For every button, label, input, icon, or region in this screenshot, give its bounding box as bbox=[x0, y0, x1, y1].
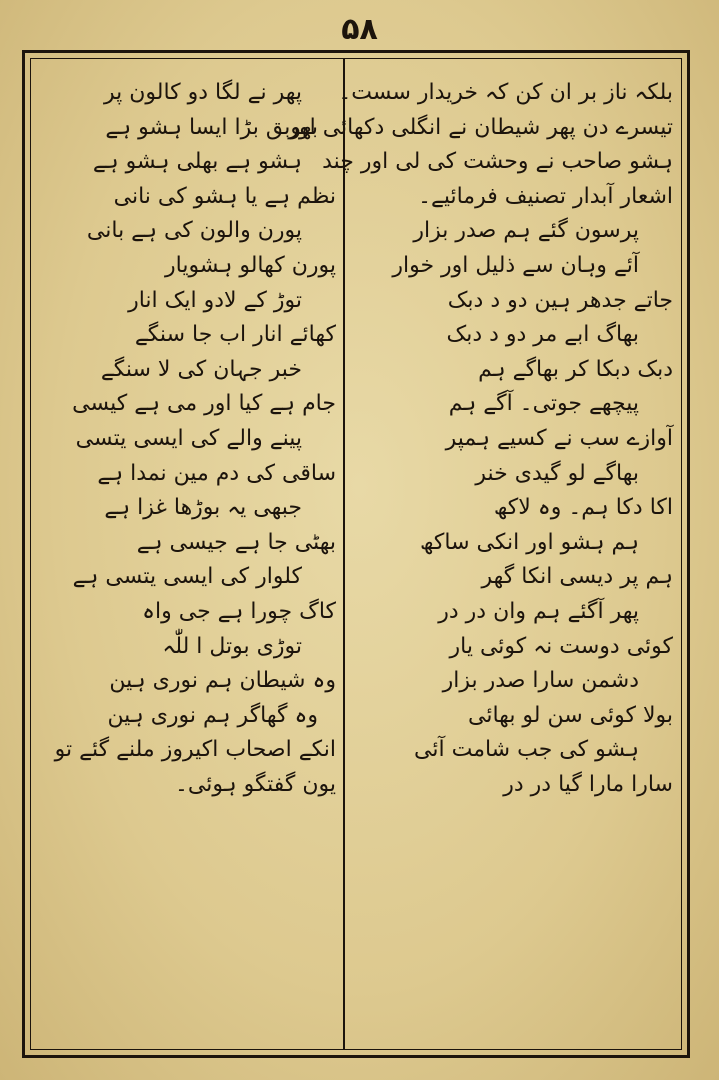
verse-line: بھٹی جا ہے جیسی ہے bbox=[136, 529, 336, 555]
verse-line: بھاگ ابے مر دو د دبک bbox=[446, 322, 639, 348]
text-line: بلکہ ناز بر ان کن کہ خریدار سست۔ bbox=[338, 80, 673, 105]
verse-line: ہشو کی جب شامت آئی bbox=[414, 737, 639, 763]
verse-line: وہ شیطان ہم نوری ہین bbox=[109, 668, 336, 694]
verse-line: خبر جہان کی لا سنگے bbox=[100, 356, 302, 382]
verse-line: دشمن سارا صدر بزار bbox=[442, 668, 639, 694]
verse-line: بھوبق بڑا ایسا ہشو ہے bbox=[105, 114, 318, 140]
verse-line: دبک دبکا کر بھاگے ہم bbox=[478, 356, 673, 382]
verse-line: پھر آگئے ہم وان در در bbox=[438, 598, 639, 624]
verse-line: ہم پر دیسی انکا گھر bbox=[481, 564, 673, 590]
prose-line: یون گفتگو ہوئی۔ bbox=[175, 771, 336, 797]
verse-line: آئے وہان سے ذلیل اور خوار bbox=[392, 252, 639, 278]
verse-line: پورن کھالو ہشویار bbox=[165, 252, 336, 278]
right-column bbox=[288, 76, 673, 802]
verse-line: بولا کوئی سن لو بھائی bbox=[468, 702, 673, 728]
verse-line: وہ گھاگر ہم نوری ہین bbox=[107, 702, 318, 728]
verse-line: جاتے جدھر ہین دو د دبک bbox=[447, 287, 673, 313]
verse-line: جبھی یہ بوڑھا غزا ہے bbox=[104, 495, 302, 521]
verse-line: پرسون گئے ہم صدر بزار bbox=[413, 218, 639, 244]
verse-line: پھر نے لگا دو کالون پر bbox=[103, 80, 302, 105]
prose-line: انکے اصحاب اکیروز ملنے گئے تو bbox=[54, 737, 336, 763]
verse-line: ہم ہشو اور انکی ساکھ bbox=[420, 529, 639, 555]
text-line: تیسرے دن پھر شیطان نے انگلی دکھائی اور bbox=[288, 114, 673, 140]
verse-line: نظم ہے یا ہشو کی نانی bbox=[113, 183, 336, 209]
verse-line: کاگ چورا ہے جی واہ bbox=[142, 598, 336, 624]
verse-line: کلوار کی ایسی یتسی ہے bbox=[72, 564, 302, 590]
verse-line: کھائے انار اب جا سنگے bbox=[134, 322, 336, 348]
verse-line: پینے والے کی ایسی یتسی bbox=[75, 425, 302, 451]
verse-line: پورن والون کی ہے بانی bbox=[86, 218, 302, 244]
verse-line: ہشو ہے بھلی ہشو ہے bbox=[92, 149, 302, 175]
text-line: اشعار آبدار تصنیف فرمائیے۔ bbox=[418, 183, 673, 209]
verse-line: بھاگے لو گیدی خنر bbox=[475, 460, 639, 486]
verse-line: پیچھے جوتی۔ آگے ہم bbox=[448, 391, 639, 417]
verse-line: آوازے سب نے کسیے ہمپر bbox=[445, 425, 673, 451]
verse-line: جام ہے کیا اور می ہے کیسی bbox=[72, 391, 336, 417]
verse-line: سارا مارا گیا در در bbox=[503, 771, 673, 797]
text-line: ہشو صاحب نے وحشت کی لی اور چند bbox=[322, 149, 673, 175]
left-column bbox=[40, 76, 336, 802]
page-number: ۵۸ bbox=[341, 12, 378, 47]
verse-line: توڑ کے لادو ایک انار bbox=[128, 287, 302, 313]
verse-line: توڑی بوتل ا للّٰہ bbox=[162, 633, 302, 659]
verse-line: ساقی کی دم مین نمدا ہے bbox=[97, 460, 336, 486]
verse-line: کوئی دوست نہ کوئی یار bbox=[449, 633, 673, 659]
column-divider bbox=[343, 58, 345, 1050]
verse-line: اکا دکا ہم۔ وہ لاکھ bbox=[493, 495, 673, 521]
